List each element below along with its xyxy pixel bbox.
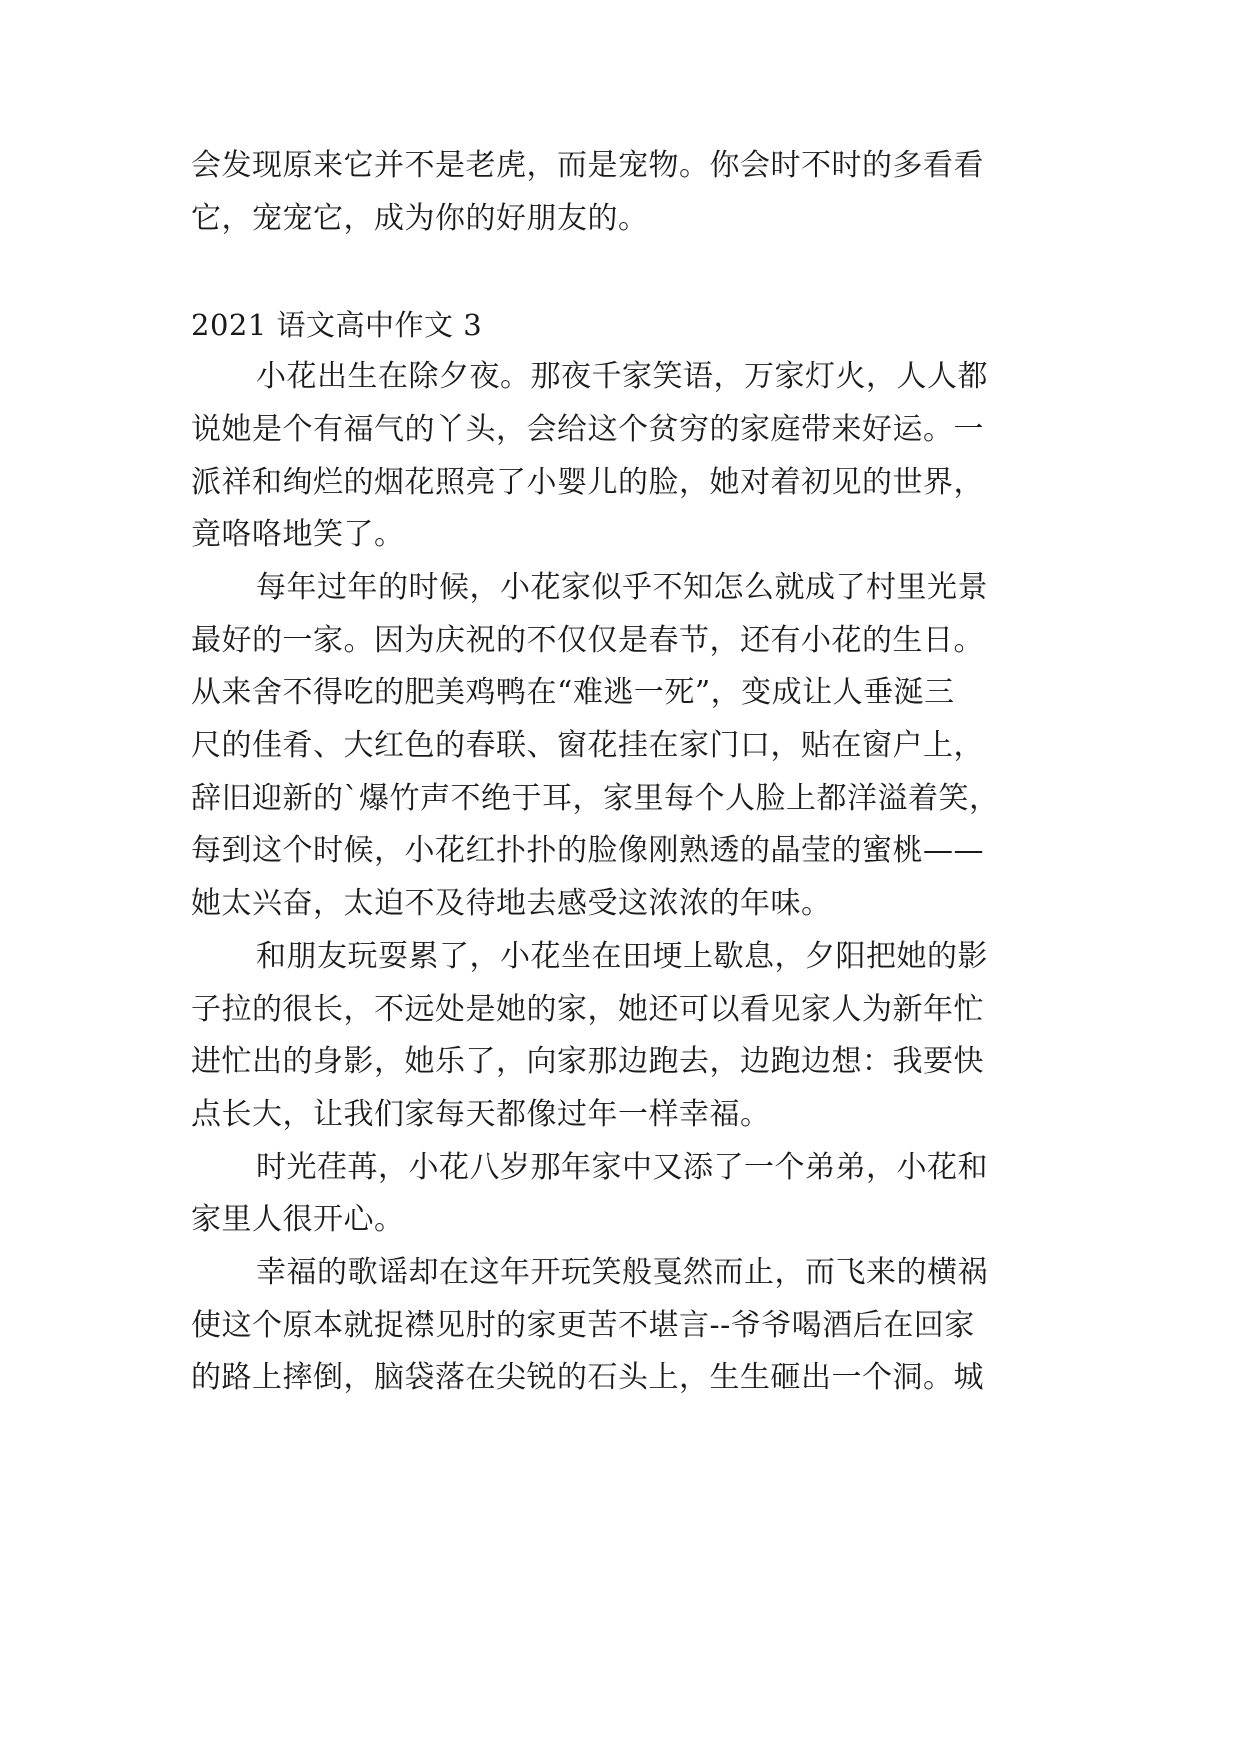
text-line: 子拉的很长，不远处是她的家，她还可以看见家人为新年忙	[191, 992, 984, 1027]
text-line: 会发现原来它并不是老虎，而是宠物。你会时不时的多看看	[191, 148, 984, 183]
text-line: 时光荏苒，小花八岁那年家中又添了一个弟弟，小花和	[256, 1150, 988, 1185]
text-line: 她太兴奋，太迫不及待地去感受这浓浓的年味。	[191, 886, 832, 921]
text-line: 竟咯咯地笑了。	[191, 517, 405, 552]
essay-heading: 2021 语文高中作文 3	[191, 308, 483, 342]
text-line: 每到这个时候，小花红扑扑的脸像刚熟透的晶莹的蜜桃——	[191, 833, 984, 868]
text-line: 辞旧迎新的`爆竹声不绝于耳，家里每个人脸上都洋溢着笑，	[191, 781, 1000, 816]
text-line: 家里人很开心。	[191, 1202, 405, 1237]
text-line: 和朋友玩耍累了，小花坐在田埂上歇息，夕阳把她的影	[256, 939, 988, 974]
text-line: 说她是个有福气的丫头，会给这个贫穷的家庭带来好运。一	[191, 412, 984, 447]
text-line: 的路上摔倒，脑袋落在尖锐的石头上，生生砸出一个洞。城	[191, 1360, 984, 1395]
text-line: 小花出生在除夕夜。那夜千家笑语，万家灯火，人人都	[256, 359, 988, 394]
text-line: 尺的佳肴、大红色的春联、窗花挂在家门口，贴在窗户上，	[191, 728, 984, 763]
text-line: 进忙出的身影，她乐了，向家那边跑去，边跑边想：我要快	[191, 1044, 984, 1079]
text-line: 幸福的歌谣却在这年开玩笑般戛然而止，而飞来的横祸	[256, 1255, 988, 1290]
text-line: 点长大，让我们家每天都像过年一样幸福。	[191, 1097, 771, 1132]
text-line: 最好的一家。因为庆祝的不仅仅是春节，还有小花的生日。	[191, 623, 984, 658]
text-line: 它，宠宠它，成为你的好朋友的。	[191, 201, 649, 236]
text-line: 使这个原本就捉襟见肘的家更苦不堪言--爷爷喝酒后在回家	[191, 1308, 975, 1343]
text-line: 每年过年的时候，小花家似乎不知怎么就成了村里光景	[256, 570, 988, 605]
text-line: 派祥和绚烂的烟花照亮了小婴儿的脸，她对着初见的世界，	[191, 465, 984, 500]
text-line: 从来舍不得吃的肥美鸡鸭在“难逃一死”，变成让人垂涎三	[191, 675, 955, 710]
